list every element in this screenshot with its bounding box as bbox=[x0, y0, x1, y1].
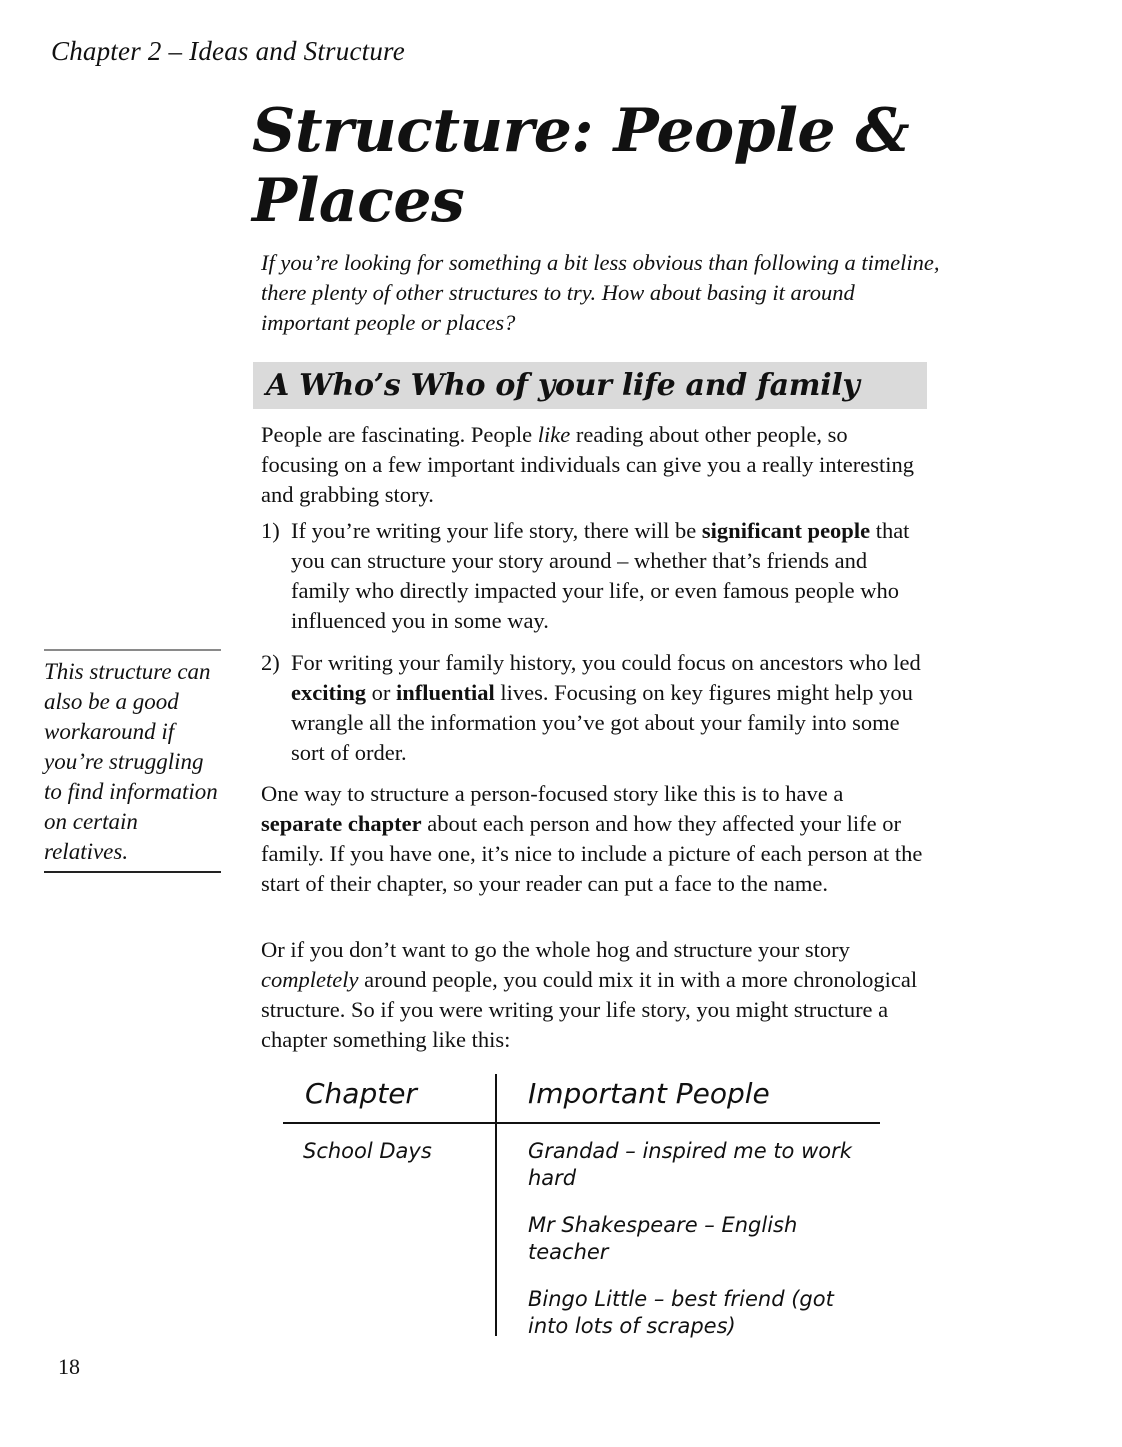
text-run: about each person and how they affected your life or family. If you have one, it’s nice to include a picture of each person at the start of their chapter, so your reader can put a face to the name. bbox=[261, 811, 923, 896]
sidebar-note bbox=[44, 649, 221, 873]
paragraph-mix-chronological bbox=[261, 935, 929, 1055]
sidebar-note-text: This structure can also be a good workaround if you’re struggling to find information on certain relatives. bbox=[44, 659, 218, 864]
text-run: around people, you could mix it in with a more chronological structure. So if you were writing your life story, you might structure a chapter something like this: bbox=[261, 967, 918, 1052]
emphasis-completely: completely bbox=[261, 967, 359, 992]
bold-significant-people: significant people bbox=[701, 518, 871, 543]
list-number: 1) bbox=[261, 518, 280, 543]
text-run: If you’re writing your life story, there will be bbox=[291, 518, 702, 543]
text-run: For writing your family history, you could focus on ancestors who led bbox=[291, 650, 921, 675]
emphasis-like: like bbox=[537, 422, 571, 447]
list-number: 2) bbox=[261, 650, 280, 675]
table-header-rule bbox=[283, 1122, 880, 1124]
example-chapter-table bbox=[283, 1074, 880, 1336]
page-number: 18 bbox=[58, 1354, 80, 1379]
table-cell-chapter: School Days bbox=[303, 1139, 432, 1163]
bold-influential: influential bbox=[395, 680, 495, 705]
text-run: Or if you don’t want to go the whole hog and structure your story bbox=[261, 937, 850, 962]
text-run: or bbox=[365, 680, 396, 705]
text-run: reading about other people, so focusing on a few important individuals can give you a really interesting and grabbing story. bbox=[261, 422, 914, 507]
list-item-text bbox=[291, 648, 929, 768]
bold-separate-chapter: separate chapter bbox=[261, 811, 422, 836]
text-run: One way to structure a person-focused story like this is to have a bbox=[261, 781, 844, 806]
table-header-important-people: Important People bbox=[528, 1077, 770, 1110]
text-run: lives. Focusing on key figures might help you wrangle all the information you’ve got about your family into some sort of order. bbox=[291, 680, 913, 765]
list-item-text bbox=[291, 516, 929, 636]
table-cell-people bbox=[528, 1138, 878, 1360]
paragraph-person-focused bbox=[261, 779, 929, 899]
table-person-entry: Bingo Little – best friend (got into lots of scrapes) bbox=[528, 1287, 834, 1338]
paragraph-people-fascinating bbox=[261, 420, 929, 510]
running-head: Chapter 2 – Ideas and Structure bbox=[51, 36, 405, 66]
table-person-entry: Mr Shakespeare – English teacher bbox=[528, 1213, 798, 1264]
table-person-entry: Grandad – inspired me to work hard bbox=[528, 1139, 852, 1190]
intro-paragraph: If you’re looking for something a bit less obvious than following a timeline, there plenty of other structures to try. How about basing it around important people or places? bbox=[261, 250, 940, 335]
section-heading: A Who’s Who of your life and family bbox=[266, 368, 860, 403]
text-run: that you can structure your story around – whether that’s friends and family who directly impacted your life, or even famous people who influenced you in some way. bbox=[291, 518, 910, 633]
page-title-line-1: Structure: People & bbox=[252, 96, 910, 166]
bold-exciting: exciting bbox=[291, 680, 366, 705]
text-run: People are fascinating. People bbox=[261, 422, 538, 447]
page-title bbox=[252, 96, 909, 236]
list-item-2 bbox=[261, 648, 929, 768]
table-header-chapter: Chapter bbox=[305, 1077, 417, 1110]
list-item-1 bbox=[261, 516, 929, 636]
table-column-divider bbox=[495, 1074, 497, 1336]
page-title-line-2: Places bbox=[252, 166, 465, 236]
